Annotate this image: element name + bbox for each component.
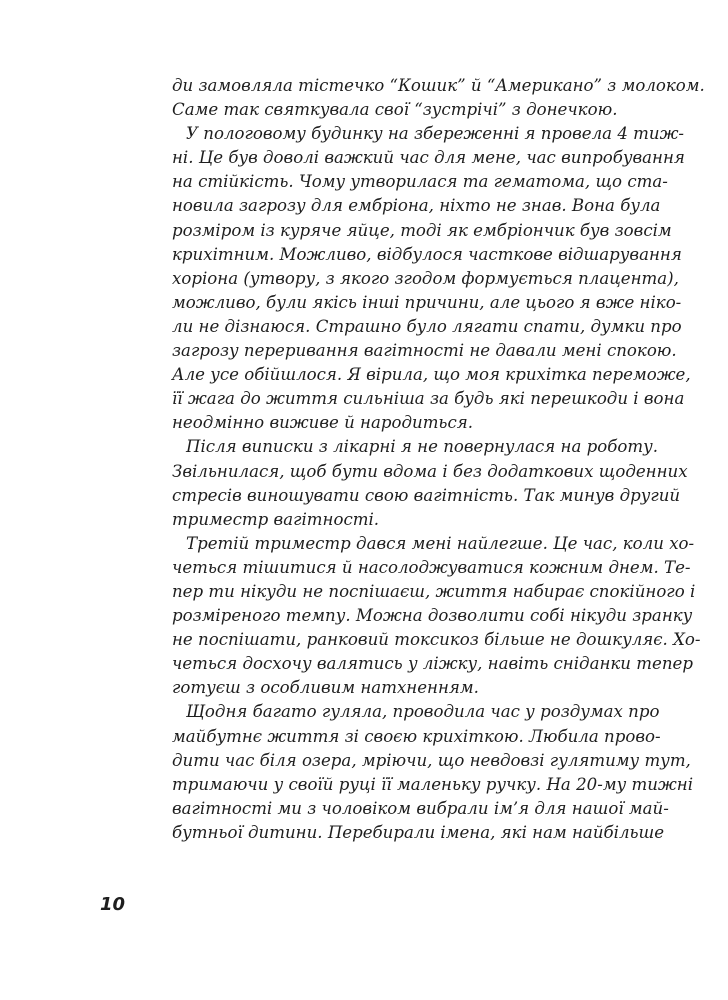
text-line: пер ти нікуди не поспішаєш, життя набирає спокійного і <box>172 581 696 601</box>
text-line: ні. Це був доволі важкий час для мене, час випробування <box>172 148 685 168</box>
text-line: У пологовому будинку на збереженні я провела 4 тиж- <box>186 124 685 144</box>
text-line: стресів виношувати свою вагітність. Так минув другий <box>172 485 681 505</box>
text-line: Після виписки з лікарні я не повернулася на роботу. <box>186 437 659 457</box>
text-line: дити час біля озера, мріючи, що невдовзі гулятиму тут, <box>172 750 691 770</box>
text-line: ди замовляла тістечко “Кошик” й “Американо” з молоком. <box>172 76 705 95</box>
text-line: четься досхочу валятись у ліжку, навіть сніданки тепер <box>172 654 693 674</box>
text-line: готуєш з особливим натхненням. <box>172 678 479 698</box>
text-line: триместр вагітності. <box>172 509 380 529</box>
text-line: можливо, були якісь інші причини, але цього я вже ніко- <box>172 292 682 312</box>
body-text <box>172 74 705 845</box>
text-line: тримаючи у своїй руці її маленьку ручку. На 20-му тижні <box>172 774 694 794</box>
page-number: 10 <box>100 894 126 915</box>
text-line: на стійкість. Чому утворилася та гематома, що ста- <box>172 172 668 192</box>
text-line: хоріона (утвору, з якого згодом формується плацента), <box>172 268 679 288</box>
text-line: новила загрозу для ембріона, ніхто не знав. Вона була <box>172 196 661 216</box>
text-line: неодмінно виживе й народиться. <box>172 413 474 433</box>
text-line: Звільнилася, щоб бути вдома і без додаткових щоденних <box>172 461 688 481</box>
text-line: її жага до життя сильніша за будь які перешкоди і вона <box>172 389 685 409</box>
text-line: розміром із куряче яйце, тоді як ембріончик був зовсім <box>172 220 672 240</box>
text-line: вагітності ми з чоловіком вибрали ім’я для нашої май- <box>172 798 669 818</box>
text-line: Саме так святкувала свої “зустрічі” з донечкою. <box>172 100 618 120</box>
text-line: Але усе обійшлося. Я вірила, що моя крихітка переможе, <box>172 365 691 385</box>
text-line: Третій триместр дався мені найлегше. Це час, коли хо- <box>186 533 695 553</box>
text-line: четься тішитися й насолоджуватися кожним днем. Те- <box>172 557 691 577</box>
text-line: не поспішати, ранковий токсикоз більше не дошкуляє. Хо- <box>172 630 701 650</box>
text-line: крихітним. Можливо, відбулося часткове відшарування <box>172 244 682 264</box>
text-line: загрозу переривання вагітності не давали мені спокою. <box>172 341 677 361</box>
text-line: бутньої дитини. Перебирали імена, які нам найбільше <box>172 822 665 842</box>
text-line: Щодня багато гуляла, проводила час у роздумах про <box>186 702 660 722</box>
text-line: розміреного темпу. Можна дозволити собі нікуди зранку <box>172 606 693 626</box>
text-line: майбутнє життя зі своєю крихіткою. Любила прово- <box>172 726 661 746</box>
text-line: ли не дізнаюся. Страшно було лягати спати, думки про <box>172 316 682 336</box>
